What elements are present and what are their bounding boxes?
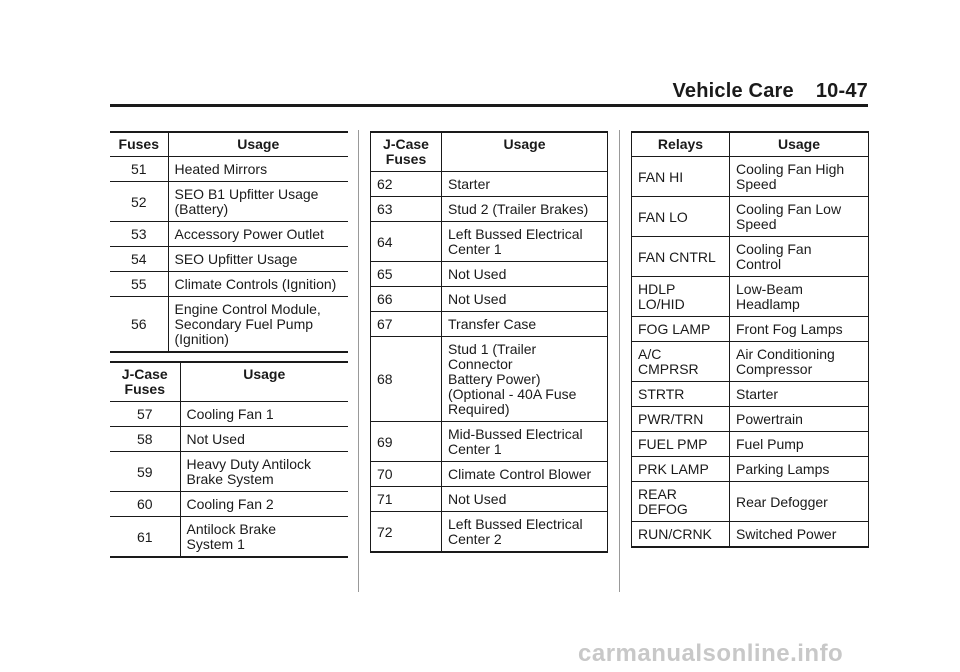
table-row: [110, 402, 348, 427]
usage-cell: Low-Beam Headlamp: [730, 277, 869, 317]
usage-cell: Stud 2 (Trailer Brakes): [442, 197, 608, 222]
table-row: [110, 492, 348, 517]
fuse-table-1: [110, 131, 348, 353]
table-row: [110, 222, 348, 247]
table-row: [371, 172, 608, 197]
fuse-id-cell: 62: [371, 172, 442, 197]
column-header: J-Case Fuses: [371, 132, 442, 172]
header-rule: [110, 104, 868, 107]
fuse-id-cell: REAR DEFOG: [632, 482, 730, 522]
fuse-id-cell: STRTR: [632, 382, 730, 407]
usage-cell: Heavy Duty Antilock Brake System: [180, 452, 348, 492]
fuse-id-cell: 58: [110, 427, 180, 452]
fuse-id-cell: 55: [110, 272, 168, 297]
fuse-table-2: [110, 361, 348, 558]
column-header: J-Case Fuses: [110, 362, 180, 402]
fuse-id-cell: 57: [110, 402, 180, 427]
table-row: [632, 197, 869, 237]
table-row: [110, 182, 348, 222]
column-header: Usage: [180, 362, 348, 402]
usage-cell: Switched Power: [730, 522, 869, 548]
column-divider: [619, 130, 620, 592]
fuse-id-cell: 71: [371, 487, 442, 512]
table-header-row: [371, 132, 608, 172]
fuse-id-cell: 68: [371, 337, 442, 422]
usage-cell: SEO B1 Upfitter Usage (Battery): [168, 182, 348, 222]
table-row: [632, 317, 869, 342]
usage-cell: Cooling Fan 1: [180, 402, 348, 427]
watermark: carmanualsonline.info: [578, 640, 844, 667]
fuse-id-cell: 59: [110, 452, 180, 492]
fuse-id-cell: 61: [110, 517, 180, 558]
fuse-id-cell: FAN CNTRL: [632, 237, 730, 277]
fuse-id-cell: 69: [371, 422, 442, 462]
column-header: Fuses: [110, 132, 168, 157]
table-row: [110, 427, 348, 452]
table-row: [371, 422, 608, 462]
fuse-id-cell: 51: [110, 157, 168, 182]
fuse-id-cell: HDLP LO/HID: [632, 277, 730, 317]
fuse-id-cell: FAN LO: [632, 197, 730, 237]
column-header: Relays: [632, 132, 730, 157]
usage-cell: Not Used: [442, 287, 608, 312]
table-row: [632, 457, 869, 482]
fuse-id-cell: 53: [110, 222, 168, 247]
table-row: [632, 432, 869, 457]
table-row: [371, 337, 608, 422]
fuse-id-cell: FAN HI: [632, 157, 730, 197]
table-row: [632, 342, 869, 382]
fuse-id-cell: PWR/TRN: [632, 407, 730, 432]
usage-cell: Not Used: [442, 487, 608, 512]
usage-cell: Starter: [730, 382, 869, 407]
table-row: [110, 247, 348, 272]
fuse-id-cell: 63: [371, 197, 442, 222]
fuse-id-cell: 60: [110, 492, 180, 517]
column-header: Usage: [442, 132, 608, 172]
usage-cell: Rear Defogger: [730, 482, 869, 522]
usage-cell: Stud 1 (Trailer Connector Battery Power) (Optional - 40A Fuse Required): [442, 337, 608, 422]
usage-cell: Transfer Case: [442, 312, 608, 337]
fuse-id-cell: PRK LAMP: [632, 457, 730, 482]
table-row: [371, 462, 608, 487]
usage-cell: Mid-Bussed Electrical Center 1: [442, 422, 608, 462]
fuse-id-cell: 70: [371, 462, 442, 487]
usage-cell: Left Bussed Electrical Center 2: [442, 512, 608, 553]
table-row: [632, 237, 869, 277]
table-row: [371, 262, 608, 287]
section-title: Vehicle Care: [672, 80, 794, 102]
column-divider: [358, 130, 359, 592]
usage-cell: Front Fog Lamps: [730, 317, 869, 342]
usage-cell: Air Conditioning Compressor: [730, 342, 869, 382]
table-row: [371, 512, 608, 553]
usage-cell: Not Used: [442, 262, 608, 287]
usage-cell: Climate Control Blower: [442, 462, 608, 487]
usage-cell: Fuel Pump: [730, 432, 869, 457]
fuse-id-cell: 67: [371, 312, 442, 337]
usage-cell: Left Bussed Electrical Center 1: [442, 222, 608, 262]
table-row: [632, 382, 869, 407]
fuse-id-cell: 64: [371, 222, 442, 262]
table-header-row: [110, 362, 348, 402]
table-row: [632, 407, 869, 432]
usage-cell: Heated Mirrors: [168, 157, 348, 182]
usage-cell: Engine Control Module, Secondary Fuel Pump (Ignition): [168, 297, 348, 353]
usage-cell: Climate Controls (Ignition): [168, 272, 348, 297]
fuse-id-cell: FUEL PMP: [632, 432, 730, 457]
fuse-id-cell: RUN/CRNK: [632, 522, 730, 548]
usage-cell: SEO Upfitter Usage: [168, 247, 348, 272]
table-row: [110, 272, 348, 297]
table-row: [110, 157, 348, 182]
relay-table: [631, 131, 869, 548]
fuse-id-cell: 52: [110, 182, 168, 222]
fuse-table-3: [370, 131, 608, 553]
table-row: [632, 157, 869, 197]
usage-cell: Cooling Fan Low Speed: [730, 197, 869, 237]
table-row: [110, 517, 348, 558]
column-header: Usage: [168, 132, 348, 157]
usage-cell: Cooling Fan 2: [180, 492, 348, 517]
table-row: [371, 197, 608, 222]
table-header-row: [632, 132, 869, 157]
usage-cell: Starter: [442, 172, 608, 197]
fuse-id-cell: 54: [110, 247, 168, 272]
fuse-id-cell: FOG LAMP: [632, 317, 730, 342]
usage-cell: Powertrain: [730, 407, 869, 432]
table-row: [110, 297, 348, 353]
page-header: [600, 80, 868, 103]
fuse-id-cell: 65: [371, 262, 442, 287]
usage-cell: Cooling Fan High Speed: [730, 157, 869, 197]
table-row: [371, 222, 608, 262]
page-number: 10-47: [815, 80, 868, 102]
table-header-row: [110, 132, 348, 157]
fuse-id-cell: 72: [371, 512, 442, 553]
usage-cell: Accessory Power Outlet: [168, 222, 348, 247]
usage-cell: Antilock Brake System 1: [180, 517, 348, 558]
usage-cell: Cooling Fan Control: [730, 237, 869, 277]
usage-cell: Not Used: [180, 427, 348, 452]
fuse-id-cell: 56: [110, 297, 168, 353]
table-row: [632, 277, 869, 317]
table-row: [632, 482, 869, 522]
usage-cell: Parking Lamps: [730, 457, 869, 482]
fuse-id-cell: 66: [371, 287, 442, 312]
table-row: [371, 487, 608, 512]
table-row: [110, 452, 348, 492]
table-row: [632, 522, 869, 548]
table-row: [371, 287, 608, 312]
column-header: Usage: [730, 132, 869, 157]
table-row: [371, 312, 608, 337]
fuse-id-cell: A/C CMPRSR: [632, 342, 730, 382]
